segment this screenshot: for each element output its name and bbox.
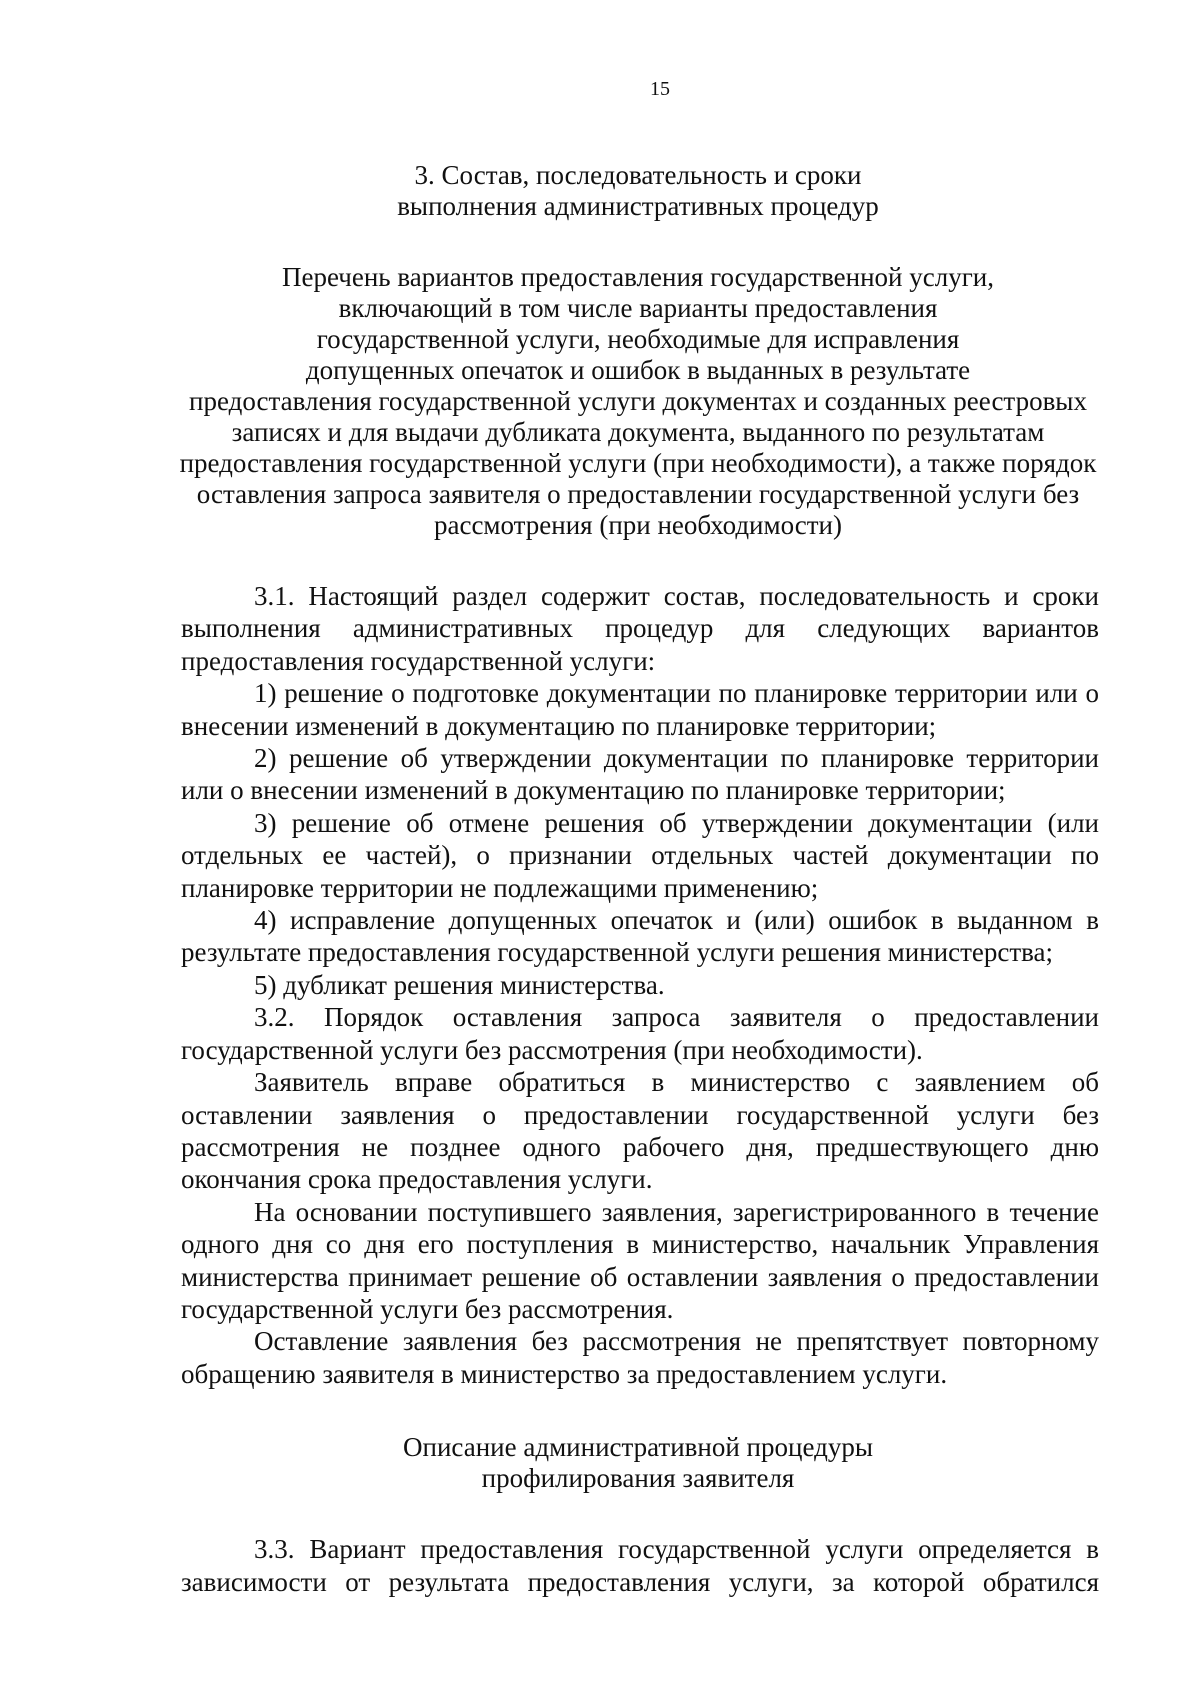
subsection-heading-line: предоставления государственной услуги документах и созданных реестровых: [189, 386, 1087, 416]
subsection-heading-line: рассмотрения (при необходимости): [433, 510, 842, 540]
list-item: 3) решение об отмене решения об утверждении документации (или отдельных ее частей), о признании отдельных частей документации по планировке территории не подлежащими применению;: [181, 807, 1099, 903]
body-text-continued: [181, 1533, 1099, 1599]
body-text: [181, 580, 1099, 1390]
subsection-heading-line: оставления запроса заявителя о предоставлении государственной услуги без: [196, 479, 1080, 509]
subsection-heading-line: Перечень вариантов предоставления государственной услуги,: [282, 262, 994, 292]
subsection-heading-line: записях и для выдачи дубликата документа, выданного по результатам: [231, 417, 1045, 447]
subsection-heading: [178, 1432, 1098, 1494]
subsection-heading-line: допущенных опечаток и ошибок в выданных в результате: [305, 355, 971, 385]
paragraph: 3.2. Порядок оставления запроса заявителя о предоставлении государственной услуги без рассмотрения (при необходимости).: [181, 1002, 1099, 1065]
paragraph: 3.1. Настоящий раздел содержит состав, последовательность и сроки выполнения административных процедур для следующих вариантов предоставления государственной услуги:: [181, 581, 1099, 676]
subsection-heading: [178, 262, 1098, 541]
list-item: 2) решение об утверждении документации по планировке территории или о внесении изменений в документацию по планировке территории;: [181, 743, 1099, 806]
list-item: 5) дубликат решения министерства.: [254, 969, 665, 1000]
subsection-heading-line: предоставления государственной услуги (при необходимости), а также порядок: [179, 448, 1097, 478]
subsection-heading-line: профилирования заявителя: [481, 1463, 795, 1493]
paragraph: Заявитель вправе обратиться в министерство с заявлением об оставлении заявления о предоставлении государственной услуги без рассмотрения не позднее одного рабочего дня, предшествующего дню окончания срока предоставления услуги.: [181, 1067, 1099, 1195]
subsection-heading-line: государственной услуги, необходимые для исправления: [316, 324, 960, 354]
section-title-line: выполнения административных процедур: [397, 191, 879, 221]
paragraph: Оставление заявления без рассмотрения не препятствует повторному обращению заявителя в министерство за предоставлением услуги.: [181, 1326, 1099, 1389]
section-title: [178, 160, 1098, 222]
page-number: 15: [650, 78, 670, 100]
subsection-heading-line: включающий в том числе варианты предоставления: [338, 293, 938, 323]
paragraph: 3.3. Вариант предоставления государственной услуги определяется в зависимости от результата предоставления услуги, за которой обратился: [181, 1534, 1099, 1597]
subsection-heading-line: Описание административной процедуры: [403, 1432, 873, 1462]
list-item: 1) решение о подготовке документации по планировке территории или о внесении изменений в документацию по планировке территории;: [181, 678, 1099, 741]
list-item: 4) исправление допущенных опечаток и (или) ошибок в выданном в результате предоставления государственной услуги решения министерства;: [181, 905, 1099, 968]
section-title-line: 3. Состав, последовательность и сроки: [414, 160, 862, 190]
paragraph: На основании поступившего заявления, зарегистрированного в течение одного дня со дня его поступления в министерство, начальник Управления министерства принимает решение об оставлении заявления о предоставлении государственной услуги без рассмотрения.: [181, 1196, 1099, 1324]
